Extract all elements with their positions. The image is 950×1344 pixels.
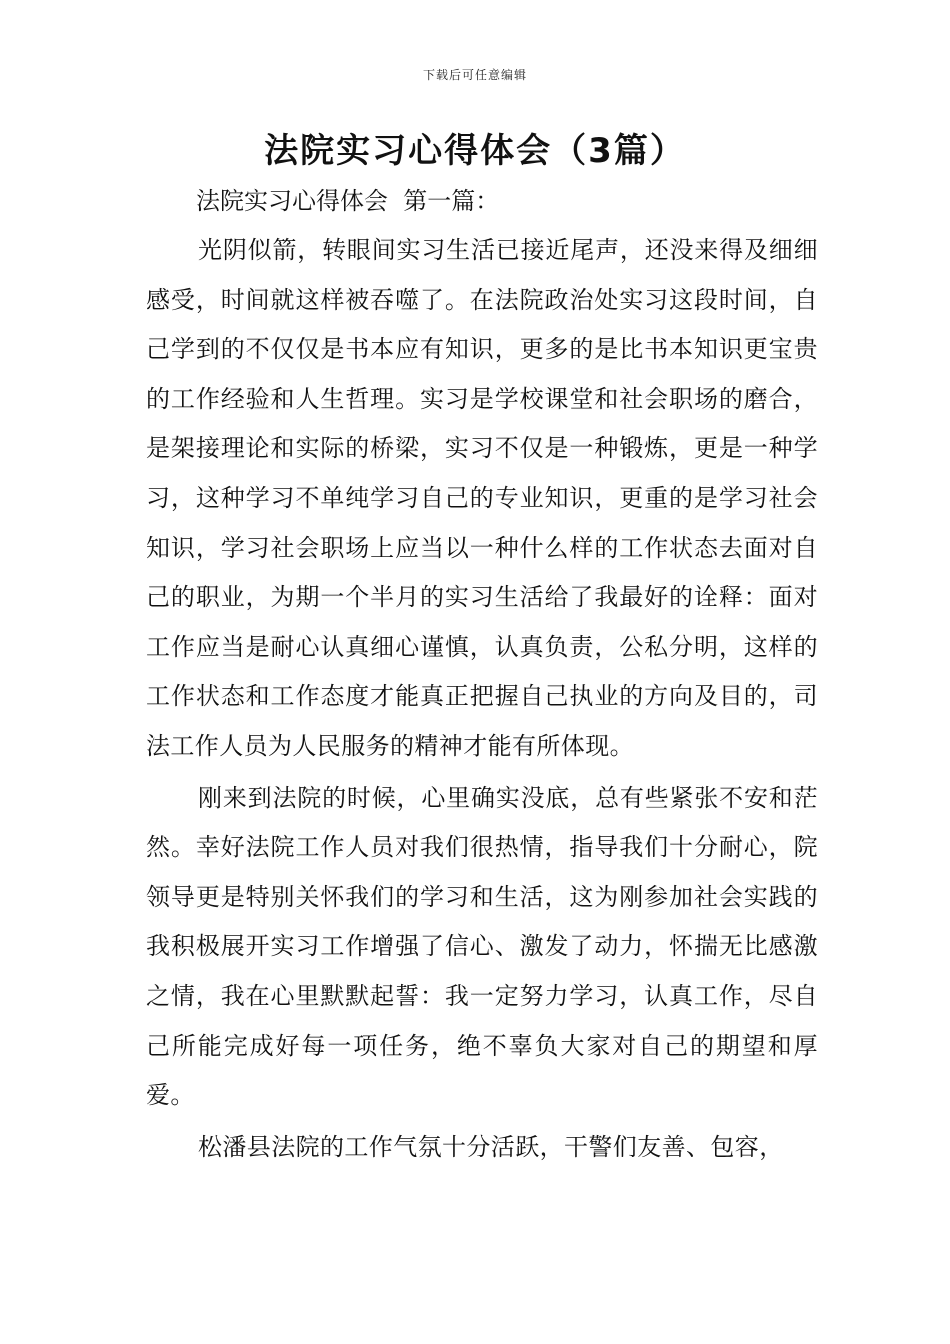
paragraph-2: 刚来到法院的时候，心里确实没底，总有些紧张不安和茫然。幸好法院工作人员对我们很热情，指导我们十分耐心，院领导更是特别关怀我们的学习和生活，这为刚参加社会实践的我积极展开实习工作增强了信心、激发了动力，怀揣无比感激之情，我在心里默默起誓：我一定努力学习，认真工作，尽自己所能完成好每一项任务，绝不辜负大家对自己的期望和厚爱。 — [146, 783, 818, 1110]
paragraph-1: 光阴似箭，转眼间实习生活已接近尾声，还没来得及细细感受，时间就这样被吞噬了。在法院政治处实习这段时间，自己学到的不仅仅是书本应有知识，更多的是比书本知识更宝贵的工作经验和人生哲理。实习是学校课堂和社会职场的磨合，是架接理论和实际的桥梁，实习不仅是一种锻炼，更是一种学习，这种学习不单纯学习自己的专业知识，更重的是学习社会知识，学习社会职场上应当以一种什么样的工作状态去面对自己的职业，为期一个半月的实习生活给了我最好的诠释：面对工作应当是耐心认真细心谨慎，认真负责，公私分明，这样的工作状态和工作态度才能真正把握自己执业的方向及目的，司法工作人员为人民服务的精神才能有所体现。 — [146, 236, 818, 760]
document-body — [146, 226, 818, 1174]
section-heading: 法院实习心得体会 第一篇： — [196, 187, 500, 215]
paragraph-3: 松潘县法院的工作气氛十分活跃，干警们友善、包容， — [198, 1132, 784, 1161]
document-title: 法院实习心得体会（3篇） — [264, 131, 686, 171]
header-note: 下载后可任意编辑 — [422, 68, 527, 82]
